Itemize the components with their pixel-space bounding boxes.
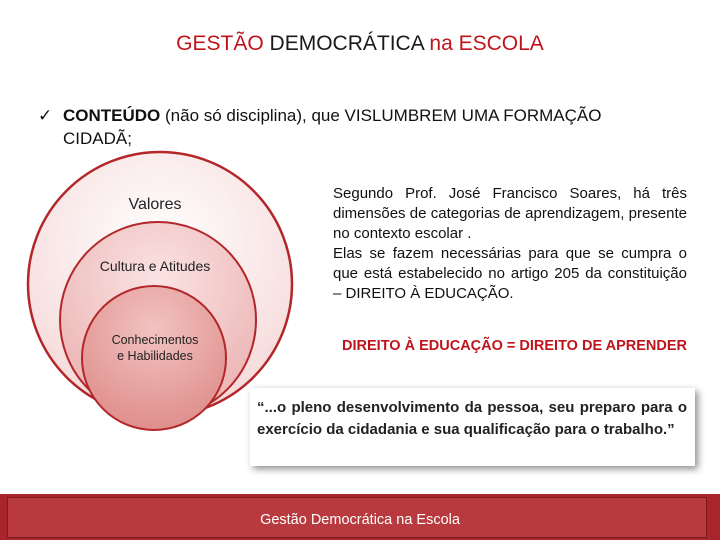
quote-text: “...o pleno desenvolvimento da pessoa, seu preparo para o exercício da cidadania e sua qualificação para o trabalho.” — [257, 399, 687, 438]
bullet-rest: (não só disciplina), que VISLUMBREM UMA FORMAÇÃO — [160, 106, 602, 125]
explanation-para-2: Elas se fazem necessárias para que se cumpra o que está estabelecido no artigo 205 da constituição – DIREITO À EDUCAÇÃO. — [333, 245, 687, 302]
highlight-statement: DIREITO À EDUCAÇÃO = DIREITO DE APRENDER — [342, 338, 687, 354]
title-part-gestao: GESTÃO — [176, 32, 264, 55]
quote-box — [250, 388, 695, 466]
circle-label-conhecimentos-line2: e Habilidades — [117, 349, 193, 363]
circle-label-valores: Valores — [128, 196, 182, 213]
circle-label-conhecimentos — [90, 332, 220, 364]
title-part-escola: na ESCOLA — [429, 32, 544, 55]
bullet-line2: CIDADÃ; — [63, 129, 132, 148]
bullet-bold: CONTEÚDO — [63, 106, 161, 125]
circle-label-cultura: Cultura e Atitudes — [99, 258, 211, 274]
explanation-para-1: Segundo Prof. José Francisco Soares, há três dimensões de categorias de aprendizagem, presente no contexto escolar . — [333, 185, 687, 242]
circle-label-conhecimentos-line1: Conhecimentos — [111, 333, 199, 347]
footer-text: Gestão Democrática na Escola — [260, 512, 460, 528]
title-part-democratica: DEMOCRÁTICA — [269, 32, 424, 55]
footer-bar — [0, 494, 720, 540]
explanation-text — [333, 184, 687, 304]
checkmark-icon: ✓ — [38, 106, 53, 125]
